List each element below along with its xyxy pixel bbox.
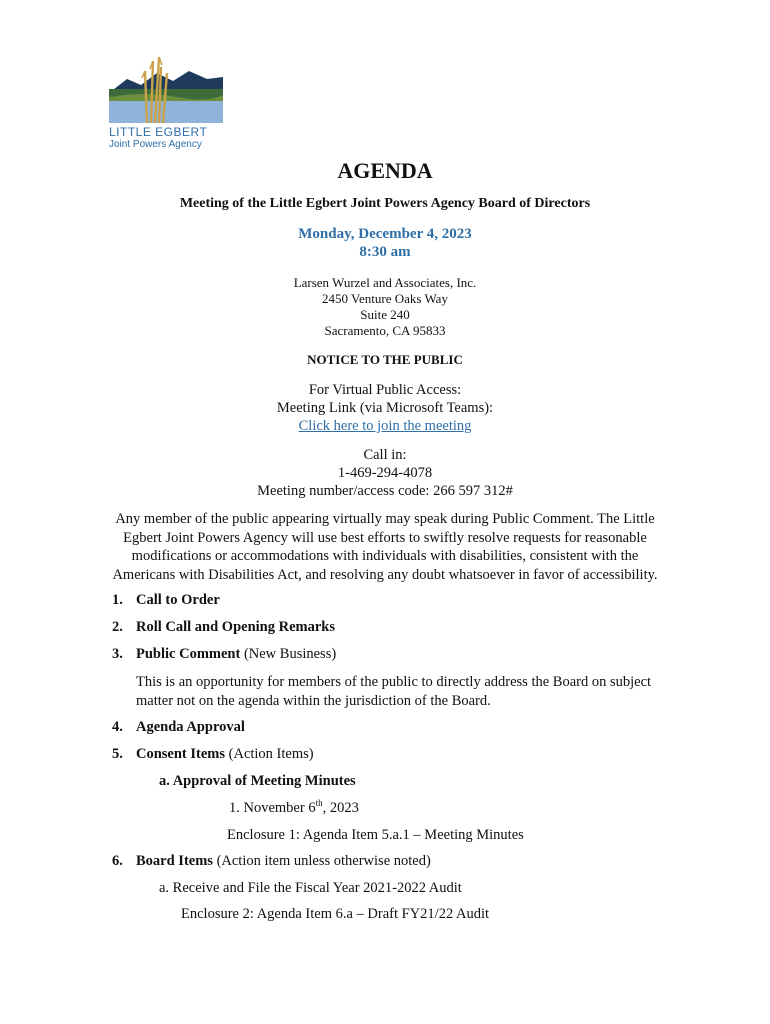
item-note: (New Business) bbox=[240, 646, 337, 662]
item-title: Board Items bbox=[136, 853, 213, 869]
item-number: 4. bbox=[112, 719, 123, 735]
sub-item-5a: a. Approval of Meeting Minutes bbox=[159, 773, 356, 789]
item-heading bbox=[136, 853, 431, 870]
item-heading bbox=[136, 746, 314, 763]
item-number: 2. bbox=[112, 619, 123, 635]
meeting-link-label: Meeting Link (via Microsoft Teams): bbox=[276, 400, 494, 416]
minutes-date-suffix: th bbox=[315, 798, 323, 808]
paragraph-line: Egbert Joint Powers Agency will use best efforts to swiftly resolve requests for reasonable bbox=[123, 529, 647, 546]
minutes-date bbox=[229, 800, 359, 817]
item-number: 6. bbox=[112, 853, 123, 869]
meeting-date: Monday, December 4, 2023 bbox=[298, 226, 472, 242]
logo-text-subtitle: Joint Powers Agency bbox=[109, 139, 202, 150]
join-meeting-container bbox=[0, 417, 770, 436]
item-title: Roll Call and Opening Remarks bbox=[136, 619, 335, 635]
item-number: 3. bbox=[112, 646, 123, 662]
item-title: Call to Order bbox=[136, 592, 220, 608]
enclosure-2: Enclosure 2: Agenda Item 6.a – Draft FY21/22 Audit bbox=[181, 906, 490, 922]
address-line: Larsen Wurzel and Associates, Inc. bbox=[293, 275, 477, 290]
minutes-date-year: , 2023 bbox=[322, 800, 359, 816]
sub-item-6a: a. Receive and File the Fiscal Year 2021-2022 Audit bbox=[159, 880, 462, 896]
description-line: This is an opportunity for members of the public to directly address the Board on subject bbox=[136, 674, 652, 690]
item-title: Agenda Approval bbox=[136, 719, 245, 735]
item-title: Public Comment bbox=[136, 646, 241, 662]
address-line: 2450 Venture Oaks Way bbox=[322, 291, 448, 306]
paragraph-line: modifications or accommodations with individuals with disabilities, consistent with the bbox=[131, 548, 639, 564]
enclosure-1: Enclosure 1: Agenda Item 5.a.1 – Meeting Minutes bbox=[227, 827, 524, 843]
paragraph-line: Any member of the public appearing virtually may speak during Public Comment. The Little bbox=[115, 511, 655, 527]
item-number: 1. bbox=[112, 592, 123, 608]
address-line: Suite 240 bbox=[360, 307, 410, 322]
virtual-access-label: For Virtual Public Access: bbox=[308, 382, 462, 398]
meeting-time: 8:30 am bbox=[359, 244, 411, 260]
notice-heading: NOTICE TO THE PUBLIC bbox=[307, 352, 463, 367]
page-title: AGENDA bbox=[337, 158, 433, 183]
item-title: Consent Items bbox=[136, 746, 226, 762]
item-heading bbox=[136, 646, 336, 663]
call-in-phone: 1-469-294-4078 bbox=[337, 465, 433, 481]
item-note: (Action Items) bbox=[225, 746, 314, 762]
meeting-subtitle: Meeting of the Little Egbert Joint Powers Agency Board of Directors bbox=[179, 196, 591, 211]
logo-text-title: LITTLE EGBERT bbox=[109, 125, 208, 139]
item-note: (Action item unless otherwise noted) bbox=[212, 853, 431, 869]
item-number: 5. bbox=[112, 746, 123, 762]
call-in-label: Call in: bbox=[363, 447, 407, 463]
access-code: Meeting number/access code: 266 597 312# bbox=[257, 483, 513, 499]
description-line: matter not on the agenda within the jurisdiction of the Board. bbox=[136, 693, 491, 709]
join-meeting-link[interactable]: Click here to join the meeting bbox=[298, 418, 472, 434]
item-3-description bbox=[136, 673, 681, 711]
paragraph-line: Americans with Disabilities Act, and resolving any doubt whatsoever in favor of accessibility. bbox=[112, 566, 658, 583]
accessibility-paragraph bbox=[98, 510, 672, 584]
address-line: Sacramento, CA 95833 bbox=[324, 323, 446, 338]
minutes-date-text: 1. November 6 bbox=[229, 800, 316, 816]
